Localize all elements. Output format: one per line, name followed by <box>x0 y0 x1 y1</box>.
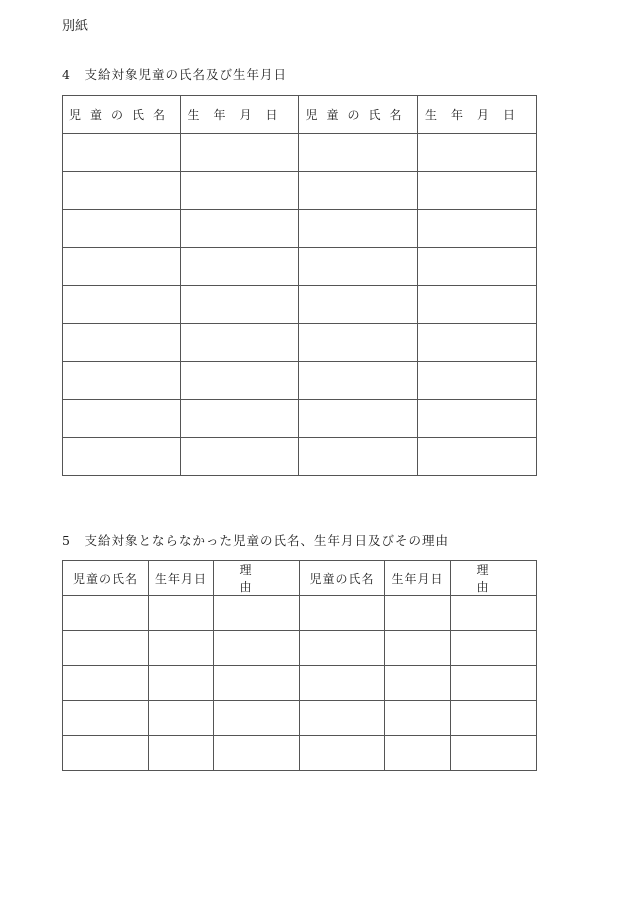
col-birth-date: 生年月日 <box>149 561 214 596</box>
table-cell <box>63 210 181 248</box>
table-row <box>63 286 537 324</box>
table-cell <box>63 596 149 631</box>
table-cell <box>149 631 214 666</box>
table-cell <box>451 736 537 771</box>
table-cell <box>451 666 537 701</box>
table-cell <box>181 172 299 210</box>
table-cell <box>63 631 149 666</box>
table-cell <box>181 400 299 438</box>
table-cell <box>181 210 299 248</box>
col-child-name: 児童の氏名 <box>300 561 385 596</box>
section-4-table <box>62 95 537 476</box>
table-cell <box>181 134 299 172</box>
page-label: 別紙 <box>62 19 89 34</box>
table-cell <box>418 248 537 286</box>
table-cell <box>181 248 299 286</box>
table-cell <box>451 631 537 666</box>
table-cell <box>299 400 418 438</box>
table-cell <box>299 172 418 210</box>
col-birth-date: 生年月日 <box>418 96 537 134</box>
table-row <box>63 324 537 362</box>
table-cell <box>181 438 299 476</box>
table-cell <box>181 286 299 324</box>
section-5-table <box>62 560 545 771</box>
table-cell <box>63 701 149 736</box>
table-cell <box>300 596 385 631</box>
table-cell <box>149 736 214 771</box>
table-row <box>63 400 537 438</box>
table-cell <box>299 362 418 400</box>
table-cell <box>214 736 300 771</box>
table-cell <box>451 596 537 631</box>
table-cell <box>300 631 385 666</box>
table-cell <box>214 631 300 666</box>
table-cell <box>63 248 181 286</box>
table-cell <box>149 596 214 631</box>
col-birth-date: 生年月日 <box>385 561 451 596</box>
table-cell <box>214 701 300 736</box>
table-row <box>63 438 537 476</box>
table-cell <box>299 438 418 476</box>
table-row <box>63 666 537 701</box>
table-cell <box>149 666 214 701</box>
col-child-name: 児童の氏名 <box>299 96 418 134</box>
table-cell <box>63 438 181 476</box>
col-child-name: 児童の氏名 <box>63 96 181 134</box>
table-cell <box>63 736 149 771</box>
table-header-row <box>63 96 537 134</box>
table-row <box>63 631 537 666</box>
table-cell <box>214 666 300 701</box>
table-cell <box>418 286 537 324</box>
table-cell <box>385 701 451 736</box>
table-cell <box>418 172 537 210</box>
table-row <box>63 210 537 248</box>
table-row <box>63 596 537 631</box>
table-row <box>63 248 537 286</box>
table-cell <box>299 324 418 362</box>
table-cell <box>214 596 300 631</box>
table-cell <box>418 400 537 438</box>
table-cell <box>418 438 537 476</box>
table-cell <box>63 362 181 400</box>
table-cell <box>63 134 181 172</box>
section-5-heading: 5 支給対象とならなかった児童の氏名、生年月日及びその理由 <box>62 533 449 548</box>
table-cell <box>181 324 299 362</box>
col-reason: 理 由 <box>214 561 300 596</box>
table-cell <box>63 400 181 438</box>
table-cell <box>63 324 181 362</box>
table-cell <box>451 701 537 736</box>
table-cell <box>300 666 385 701</box>
col-birth-date: 生年月日 <box>181 96 299 134</box>
table-row <box>63 736 537 771</box>
table-row <box>63 362 537 400</box>
table-cell <box>181 362 299 400</box>
table-row <box>63 172 537 210</box>
table-cell <box>385 631 451 666</box>
col-reason: 理 由 <box>451 561 537 596</box>
table-cell <box>385 736 451 771</box>
table-cell <box>63 172 181 210</box>
table-cell <box>299 286 418 324</box>
section-4-heading: 4 支給対象児童の氏名及び生年月日 <box>62 67 287 82</box>
table-cell <box>418 362 537 400</box>
table-cell <box>300 736 385 771</box>
table-cell <box>385 596 451 631</box>
table-cell <box>300 701 385 736</box>
table-cell <box>63 286 181 324</box>
table-row <box>63 134 537 172</box>
table-cell <box>418 134 537 172</box>
table-cell <box>418 210 537 248</box>
table-cell <box>299 210 418 248</box>
table-row <box>63 701 537 736</box>
table-cell <box>63 666 149 701</box>
table-cell <box>149 701 214 736</box>
table-cell <box>299 134 418 172</box>
table-cell <box>418 324 537 362</box>
table-cell <box>385 666 451 701</box>
col-child-name: 児童の氏名 <box>63 561 149 596</box>
table-header-row <box>63 561 537 596</box>
table-cell <box>299 248 418 286</box>
